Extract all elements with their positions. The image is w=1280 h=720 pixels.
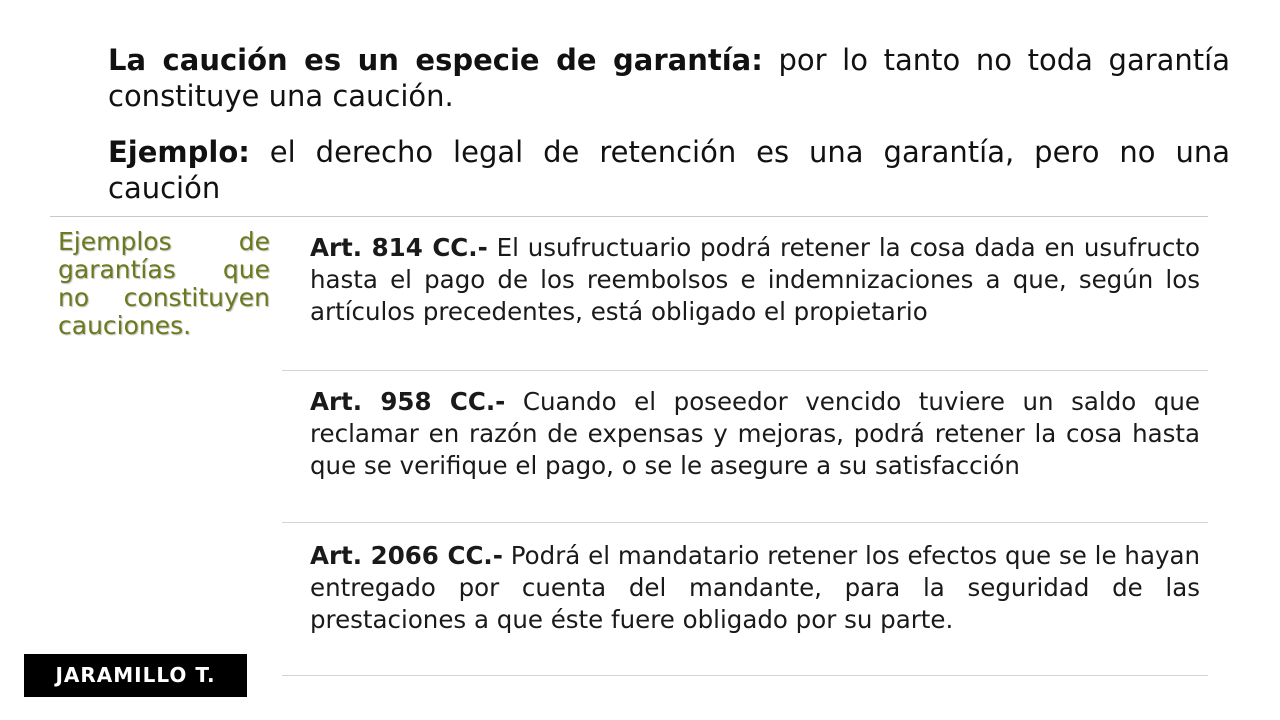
- sidebar-heading-line: cauciones.: [58, 311, 192, 340]
- sidebar-heading-line: Ejemplos de: [58, 227, 270, 256]
- article-814: [310, 232, 1200, 328]
- article-2066: [310, 540, 1200, 636]
- sidebar-heading: [58, 228, 270, 340]
- row-divider: [282, 522, 1208, 523]
- row-divider: [282, 370, 1208, 371]
- article-ref: Art. 958 CC.-: [310, 387, 506, 416]
- intro-paragraph-1: [108, 42, 1230, 114]
- sidebar-heading-line: no constituyen: [58, 283, 270, 312]
- intro-paragraph-2-bold: Ejemplo:: [108, 135, 250, 169]
- sidebar-heading-line: garantías que: [58, 255, 270, 284]
- intro-paragraph-1-bold: La caución es un especie de garantía:: [108, 43, 763, 77]
- article-958: [310, 386, 1200, 482]
- intro-paragraph-1-text: por lo tanto no toda garantía constituye una caución.: [108, 43, 1230, 113]
- article-text: El usufructuario podrá retener la cosa dada en usufructo hasta el pago de los reembolsos e indemnizaciones a que, según los artículos precedentes, está obligado el propietario: [310, 233, 1200, 326]
- article-text: Podrá el mandatario retener los efectos que se le hayan entregado por cuenta del mandante, para la seguridad de las prestaciones a que éste fuere obligado por su parte.: [310, 541, 1200, 634]
- article-ref: Art. 814 CC.-: [310, 233, 488, 262]
- article-text: Cuando el poseedor vencido tuviere un saldo que reclamar en razón de expensas y mejoras, podrá retener la cosa hasta que se verifique el pago, o se le asegure a su satisfacción: [310, 387, 1200, 480]
- intro-paragraph-2-text: el derecho legal de retención es una garantía, pero no una caución: [108, 135, 1230, 205]
- author-badge: JARAMILLO T.: [24, 654, 247, 697]
- row-divider: [282, 675, 1208, 676]
- article-ref: Art. 2066 CC.-: [310, 541, 503, 570]
- section-divider: [50, 216, 1208, 217]
- intro-paragraph-2: [108, 134, 1230, 206]
